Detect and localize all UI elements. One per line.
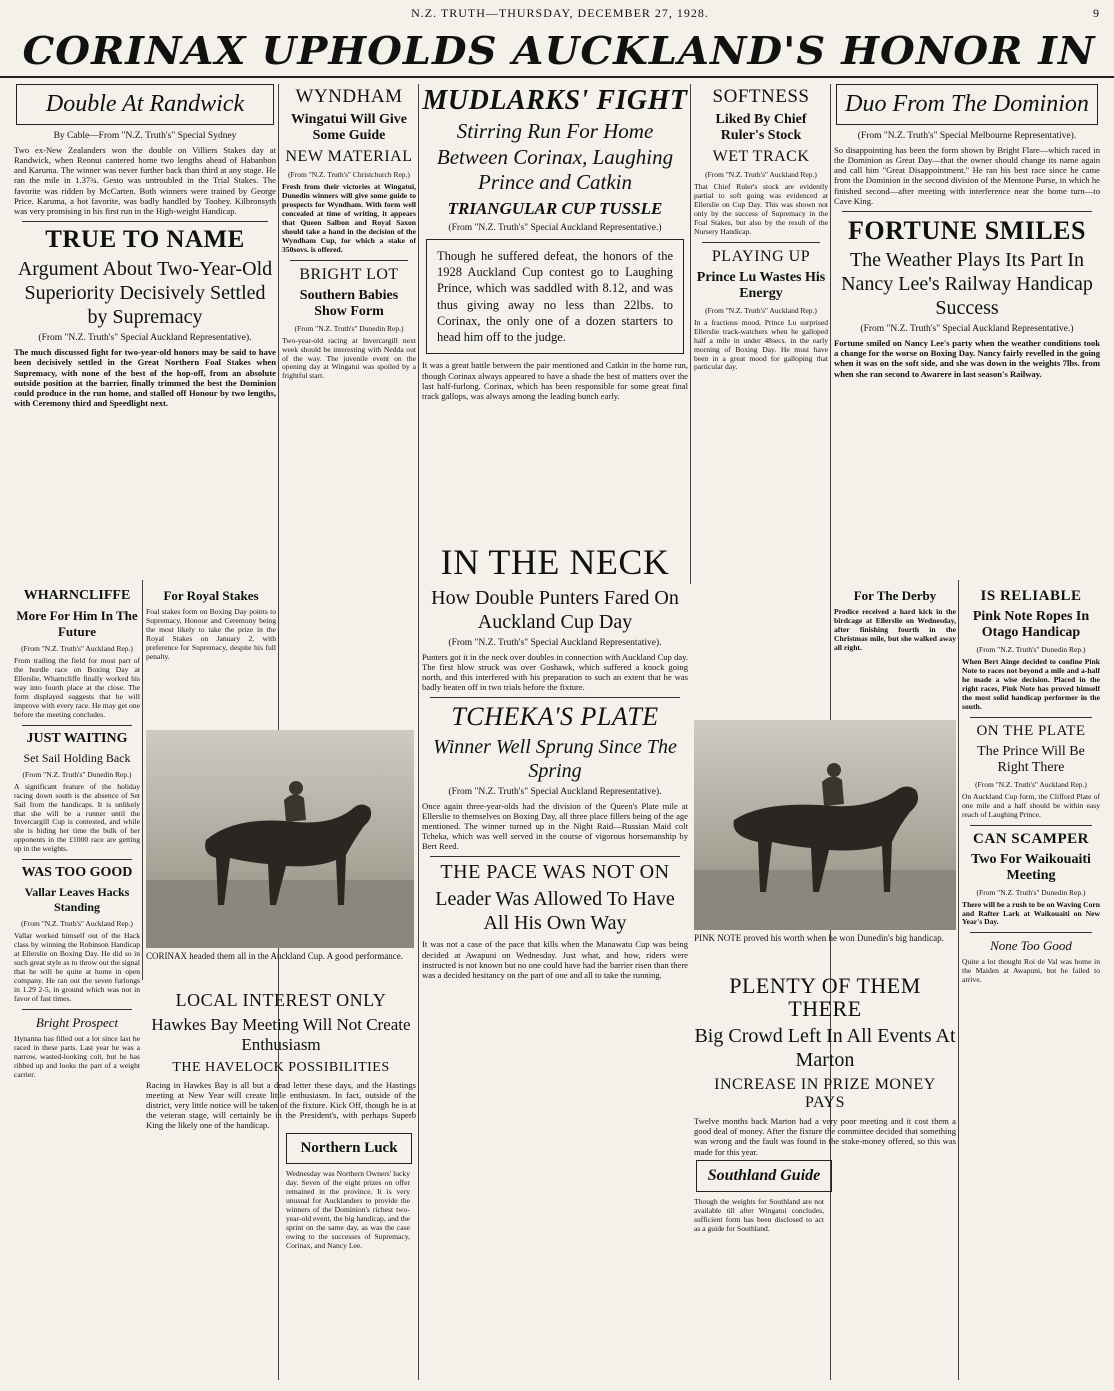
just-credit: (From "N.Z. Truth's" Dunedin Rep.) (22, 769, 132, 779)
tch-text: Once again three-year-olds had the division of the Queen's Plate mile at Ellerslie to themselves on Boxing Day, all three place fillers being of the age mentioned. The winner turned up in the Night Raid—Russian Maid colt Tcheka, which was well served in the course of vigorous horsemanship by Bert Reed. (422, 800, 688, 852)
true-text: The much discussed fight for two-year-old honors may be said to have been decisively settled in the Great Northern Foal Stakes when Supremacy, with none of the best of the hop-off, from an absolute outside position at the barrier, finally trimmed the best the Dominion could produce in the run home, and stalled off Honour by two lengths, with Ceremony third and Speedlight next. (14, 347, 276, 408)
local-text: Racing in Hawkes Bay is all but a dead letter these days, and the Hastings meeting at New Year will create little enthusiasm. In fact, outside of the district, very little notice will be taken of the fixture. Kick Off, though he is at the veteran stage, will certainly be in the President's, with perhaps Superb King the likely one of the handicap. (146, 1079, 416, 1131)
divider (970, 825, 1092, 826)
none-headline: None Too Good (990, 938, 1072, 954)
divider (430, 856, 680, 857)
pinknote-photo (694, 720, 956, 930)
can-text: There will be a rush to be on Waving Corn and Rafter Lark at Waikouaiti on New Year's Day. (962, 899, 1100, 927)
divider (22, 1009, 132, 1010)
mud-text: It was a great battle between the pair mentioned and Catkin in the home run, though Corinax always appeared to have a shade the best of matters over the last half-furlong. Corinax, which has been responsible for some great final track gallops, was always among the leading bunch early. (422, 360, 688, 401)
wet-headline: WET TRACK (712, 148, 810, 165)
running-head (20, 6, 1100, 22)
was-text: Vallar worked himself out of the Hack class by winning the Robinson Handicap at Ellerslie on Boxing Day. He did so in such great style as to throw out the signal that he will be quite at home in open company. He ran out the seven furlongs in 1.29 2-5, in ground which was not in favor of fast times. (14, 931, 140, 1003)
brightlot-credit: (From "N.Z. Truth's" Dunedin Rep.) (294, 323, 404, 333)
mud-lede: Though he suffered defeat, the honors of the 1928 Auckland Cup contest go to Laughing Prince, which was saddled with 8.12, and was thus giving away no less than 22lbs. to Corinax, the only one of a dozen starters to head him off to the judge. (426, 239, 684, 355)
neck-subhead: How Double Punters Fared On Auckland Cup Day (431, 586, 679, 633)
rel-text: When Bert Ainge decided to confine Pink Note to races not beyond a mile and a-half he made a wise decision. Placed in the right races, Pink Note has proved himself the most solid handicap performer in the south. (962, 657, 1100, 711)
double-text: Two ex-New Zealanders won the double on Villiers Stakes day at Randwick, when Reonui cantered home two lengths ahead of Habanbon and Karuma. The winner was never further back than third at any stage. He ran the mile in 1.37¾. Gesto was untroubled in the Trial Stakes. The favorite was ridden by McCarten. Both winners were trained by George Price. Karuma, a hot favorite, was badly handled by Toohey. Kilbronsyth was very promising in his first run in the High-weight Handicap. (14, 145, 276, 216)
true-subhead: Argument About Two-Year-Old Superiority Decisively Settled by Supremacy (17, 258, 273, 329)
south-text: Though the weights for Southland are not available till after Wingatui concludes, sufficient form has been disclosed to act as a guide for Southland. (694, 1196, 824, 1233)
plate-text: On Auckland Cup form, the Clifford Plate of one mile and a half should be within easy reach of Laughing Prince. (962, 791, 1100, 819)
fortune-subhead: The Weather Plays Its Part In Nancy Lee's Railway Handicap Success (841, 249, 1093, 320)
tch-credit: (From "N.Z. Truth's" Special Auckland Representative). (448, 786, 662, 797)
duo-credit: (From "N.Z. Truth's" Special Melbourne Representative). (857, 131, 1077, 141)
none-text: Quite a lot thought Roi de Val was home in the Maiden at Awapuni, but he failed to arrive. (962, 957, 1100, 985)
just-text: A significant feature of the holiday racing down south is the absence of Set Sail from the handicaps. It is unlikely that she will be a runner until the Invercargill Cup is contested, and while she is biding her time the bulk of her opponents in the £1000 race are getting up in the weights. (14, 781, 140, 854)
newmat-headline: NEW MATERIAL (285, 148, 413, 165)
divider (290, 260, 408, 261)
column-right-narrow (962, 584, 1100, 1380)
true-credit: (From "N.Z. Truth's" Special Auckland Representative). (38, 333, 252, 344)
bright-headline: Bright Prospect (35, 1014, 119, 1030)
just-headline: JUST WAITING (26, 730, 128, 746)
divider (970, 932, 1092, 933)
mud-subhead: Stirring Run For Home Between Corinax, Laughing Prince and Catkin (436, 119, 674, 194)
plenty-caption: INCREASE IN PRIZE MONEY PAYS (714, 1076, 936, 1112)
wynd-subhead: Wingatui Will Give Some Guide (291, 112, 407, 143)
just-subhead: Set Sail Holding Back (23, 750, 131, 765)
divider (22, 859, 132, 860)
plenty-headline: PLENTY OF THEM THERE (729, 973, 921, 1022)
horse-rider-illustration (146, 730, 414, 948)
fortune-text: Fortune smiled on Nancy Lee's party when the weather conditions took a change for the worse on Boxing Day. Nancy fairly revelled in the going when it was on the soft side, and she was down in the weights 7lbs. from when she ran second to Awarere in last season's Railway. (834, 338, 1100, 379)
royal-text: Foal stakes form on Boxing Day points to Supremacy, Honour and Ceremony being the most likely to take the prize in the Royal Stakes on January 2, with preference for Supremacy, despite his full penalty. (146, 607, 276, 661)
was-subhead: Vallar Leaves Hacks Standing (24, 885, 130, 915)
brightlot-subhead: Southern Babies Show Form (299, 287, 399, 319)
column-rule (690, 84, 691, 584)
south-headline: Southland Guide (696, 1160, 832, 1192)
horse-rider-illustration (694, 720, 956, 930)
wharn-credit: (From "N.Z. Truth's" Auckland Rep.) (21, 644, 133, 653)
neck-text: Punters got it in the neck over doubles in connection with Auckland Cup day. The first blow struck was over Goshawk, which suffered a knock going north, and this interfered with his preparation to such an extent that he was badly beaten off in two trials before the fixture. (422, 651, 688, 693)
rel-headline: IS RELIABLE (980, 588, 1082, 604)
wynd-headline: WYNDHAM (295, 86, 403, 107)
can-credit: (From "N.Z. Truth's" Dunedin Rep.) (976, 887, 1086, 897)
pinknote-caption: PINK NOTE proved his worth when he won Dunedin's big handicap. (694, 933, 944, 943)
banner-headline: CORINAX UPHOLDS AUCKLAND'S HONOR IN (0, 24, 1114, 78)
derby-text: Prodice received a hard kick in the birdcage at Ellerslie on Wednesday, after finishing fourth in the Christmas mile, but she walked away all right. (834, 607, 956, 652)
corinax-photo (146, 730, 414, 948)
neck-headline: IN THE NECK (440, 542, 670, 582)
play-headline: PLAYING UP (711, 247, 811, 265)
column-third-lower (422, 540, 688, 1380)
mud-caption: TRIANGULAR CUP TUSSLE (447, 198, 663, 218)
column-left-narrow (14, 584, 140, 1380)
tch-subhead: Winner Well Sprung Since The Spring (433, 735, 677, 782)
was-headline: WAS TOO GOOD (21, 865, 133, 881)
duo-text: So disappointing has been the form shown by Bright Flare—which raced in the Dominion as Great Day—that the owner should change its name again and call him "Great Disappointment." He ran his best race since he came from the Dominion in the second division of the Mentone Purse, in which he finished second—after meeting with interference near the home turn—to Cave King. (834, 145, 1100, 206)
wharn-subhead: More For Him In The Future (16, 608, 138, 639)
divider (970, 717, 1092, 718)
local-caption: THE HAVELOCK POSSIBILITIES (172, 1059, 390, 1075)
pace-text: It was not a case of the pace that kills when the Manawatu Cup was being decided at Awapuni on Wednesday. Just what, and how, riders were instructed is not known but no one could have had the barrier risen than there was a decided hesitancy on the part of one and all to take the running. (422, 939, 688, 980)
soft-subhead: Liked By Chief Ruler's Stock (715, 112, 807, 143)
column-fourth (694, 82, 828, 582)
play-text: In a fractious mood, Prince Lu surprised Ellerslie track-watchers when he galloped half a mile in under 48secs. in the early morning of Boxing Day. He must have been in a great mood for galloping that particular day. (694, 317, 828, 372)
plenty-text: Twelve months back Marton had a very poor meeting and it cost them a good deal of money. After the fixture the committee decided that something was wrong and the fault was found in the stake-money offered, so this was made for this year. (694, 1116, 956, 1157)
derby-box (834, 584, 956, 714)
plenty-subhead: Big Crowd Left In All Events At Marton (694, 1025, 956, 1072)
running-head-text: N.Z. TRUTH—THURSDAY, DECEMBER 27, 1928. (411, 6, 709, 20)
brightlot-headline: BRIGHT LOT (299, 265, 399, 283)
bright-text: Hynanna has filled out a lot since last he raced in these parts. Last year he was a narrow, wasted-looking colt, but he has ribbed up and looks the part of a weight carrier. (14, 1033, 140, 1079)
soft-credit: (From "N.Z. Truth's" Auckland Rep.) (705, 170, 817, 179)
can-subhead: Two For Waikouaiti Meeting (971, 851, 1091, 883)
column-rule (958, 580, 959, 1380)
duo-headline: Duo From The Dominion (836, 84, 1098, 125)
brightlot-text: Two-year-old racing at Invercargill next week should be interesting with Nedda out of the way. The juvenile event on the opening day at Wingatui was spoiled by a frightful start. (282, 335, 416, 381)
mud-headline: MUDLARKS' FIGHT (422, 85, 688, 116)
local-subhead: Hawkes Bay Meeting Will Not Create Enthusiasm (151, 1015, 411, 1055)
pace-headline: THE PACE WAS NOT ON (440, 861, 670, 884)
plate-headline: ON THE PLATE (976, 722, 1086, 739)
column-left-top (14, 82, 276, 580)
rel-subhead: Pink Note Ropes In Otago Handicap (972, 609, 1090, 640)
page-number: 9 (1093, 6, 1100, 20)
royal-headline: For Royal Stakes (163, 588, 259, 603)
wynd-credit: (From "N.Z. Truth's" Christchurch Rep.) (288, 170, 410, 179)
corinax-caption: CORINAX headed them all in the Auckland Cup. A good performance. (146, 951, 403, 961)
tch-headline: TCHEKA'S PLATE (451, 702, 659, 732)
divider (842, 211, 1092, 212)
neck-credit: (From "N.Z. Truth's" Special Auckland Representative). (448, 637, 662, 648)
north-text: Wednesday was Northern Owners' lucky day. Seven of the eight prizes on offer remained in the province. It is very unusual for Aucklanders to provide the winners of the Dominion's richest two-year-old event, the big handicap, and the sprint on the same day, as was the case owing to the successes of Supremacy, Corinax, and Nancy Lee. (286, 1169, 410, 1251)
rel-credit: (From "N.Z. Truth's" Dunedin Rep.) (976, 645, 1086, 654)
corinax-photo-block (146, 730, 414, 980)
double-headline: Double At Randwick (16, 84, 274, 125)
mud-credit: (From "N.Z. Truth's" Special Auckland Representative.) (448, 222, 662, 233)
divider (22, 725, 132, 726)
local-headline: LOCAL INTEREST ONLY (175, 990, 387, 1010)
column-rule (142, 580, 143, 980)
plenty-block (694, 970, 956, 1380)
wharn-text: From trailing the field for most part of the hurdle race on Boxing Day at Ellerslie, Wharncliffe finally worked his way into fourth place at the close. The form displayed suggests that he will improve with every race. He may get one before the meeting concludes. (14, 656, 140, 719)
wharn-headline: WHARNCLIFFE (23, 588, 131, 603)
plate-credit: (From "N.Z. Truth's" Auckland Rep.) (975, 779, 1087, 789)
soft-text: That Chief Ruler's stock are evidently partial to soft going was evidenced at Ellerslie on Cup Day. This was shown not only by the success of Supremacy in the Foal Stakes, but also by the result of the Nursery Handicap. (694, 182, 828, 236)
double-credit: By Cable—From "N.Z. Truth's" Special Sydney (53, 131, 237, 141)
royal-box (146, 584, 276, 724)
true-headline: TRUE TO NAME (45, 225, 245, 253)
derby-headline: For The Derby (853, 588, 937, 603)
was-credit: (From "N.Z. Truth's" Auckland Rep.) (21, 919, 133, 929)
column-right-top (834, 82, 1100, 582)
north-headline: Northern Luck (286, 1133, 412, 1164)
fortune-credit: (From "N.Z. Truth's" Special Auckland Representative.) (860, 324, 1074, 335)
column-third (422, 82, 688, 582)
pace-subhead: Leader Was Allowed To Have All His Own Way (435, 888, 675, 935)
divider (22, 221, 268, 222)
play-credit: (From "N.Z. Truth's" Auckland Rep.) (705, 305, 817, 315)
pinknote-photo-block (694, 720, 956, 960)
can-headline: CAN SCAMPER (973, 830, 1089, 847)
plate-subhead: The Prince Will Be Right There (977, 743, 1085, 775)
divider (702, 242, 820, 243)
divider (430, 697, 680, 698)
wynd-text: Fresh from their victories at Wingatui, Dunedin winners will give some guide to prospects for Wyndham. With form well concealed at time of writing, it appears that Queen Salbon and Royal Saxon should take a hand in the decision of the Wyndham Cup, for which a stake of 350sovs. is offered. (282, 182, 416, 254)
column-rule (418, 84, 419, 1380)
soft-headline: SOFTNESS (712, 86, 810, 107)
play-subhead: Prince Lu Wastes His Energy (696, 269, 826, 301)
local-block (146, 986, 416, 1380)
fortune-headline: FORTUNE SMILES (848, 215, 1086, 245)
column-second (282, 82, 416, 582)
